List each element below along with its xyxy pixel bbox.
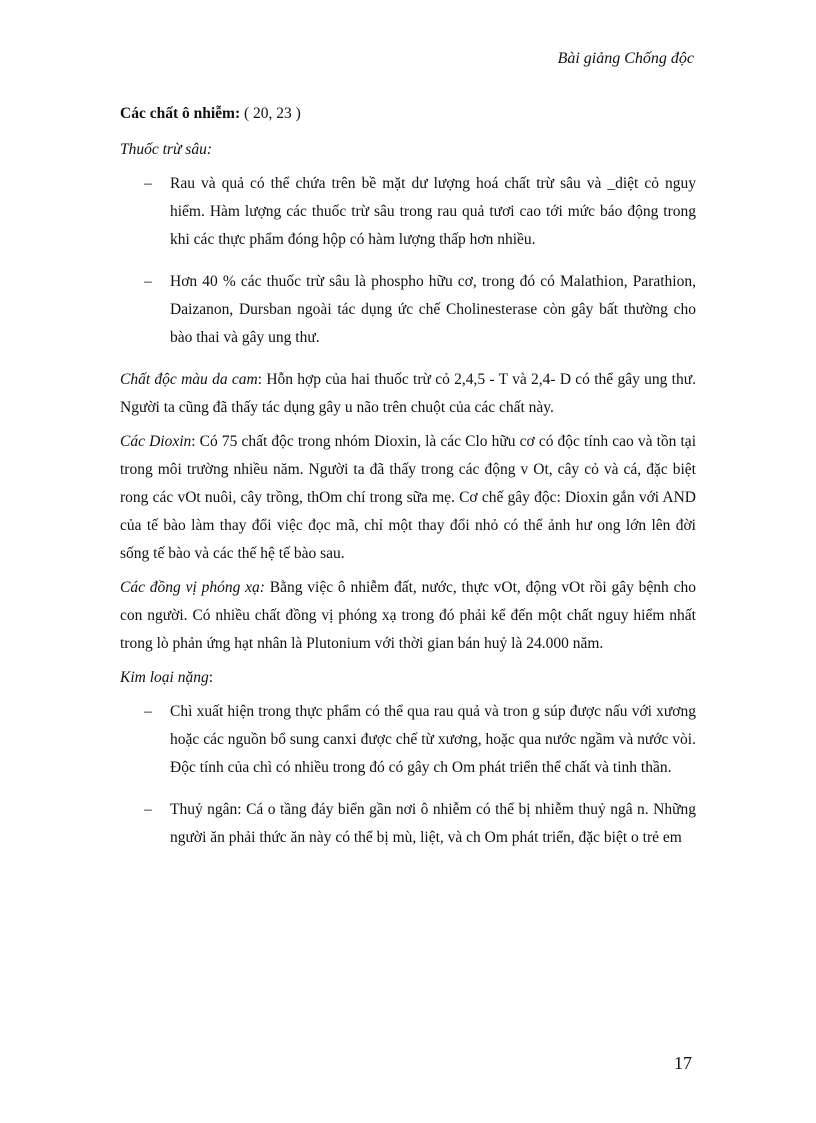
bullet-dash: – [144,273,152,290]
dioxin-term: Các Dioxin [120,433,192,450]
pesticides-list [120,170,696,352]
orange-agent-term: Chất độc màu da cam [120,371,258,388]
isotopes-paragraph [120,574,696,658]
isotopes-text: Bằng việc ô nhiễm đất, nước, thực vOt, động vOt rồi gây bệnh cho con người. Có nhiều chất đồng vị phóng xạ trong đó phải kể đến một chất nguy hiểm nhất trong lò phản ứng hạt nhân là Plutonium với thời gian bán huỷ là 24.000 năm. [120,579,696,652]
pesticides-heading: Thuốc trừ sâu: [120,141,212,158]
list-item-text: Rau và quả có thể chứa trên bề mặt dư lượng hoá chất trừ sâu và _diệt cỏ nguy hiểm. Hàm lượng các thuốc trừ sâu trong rau quả tươi cao tới mức báo động trong khi các thực phẩm đóng hộp có hàm lượng thấp hơn nhiều. [170,175,696,248]
isotopes-term: Các đồng vị phóng xạ: [120,579,265,596]
dioxin-text: : Có 75 chất độc trong nhóm Dioxin, là các Clo hữu cơ có độc tính cao và tồn tại trong môi trường nhiều năm. Người ta đã thấy trong các động v Ot, cây cỏ và cá, đặc biệt rong các vOt nuôi, cây trồng, thOm chí trong sữa mẹ. Cơ chế gây độc: Dioxin gắn với AND của tế bào làm thay đổi việc đọc mã, chỉ một thay đổi nhỏ có thể ảnh hư ong lớn lên đời sống tế bào và các thế hệ tế bào sau. [120,433,696,562]
list-item [120,170,696,254]
header-title: Bài giảng Chống độc [557,50,694,67]
list-item [120,796,696,852]
list-item-text: Thuỷ ngân: Cá o tầng đáy biển gần nơi ô nhiễm có thể bị nhiễm thuỷ ngâ n. Những người ăn phải thức ăn này có thể bị mù, liệt, và ch Om phát triển, đặc biệt o trẻ em [170,801,696,846]
bullet-dash: – [144,175,152,192]
orange-agent-text: : Hỗn hợp của hai thuốc trừ cỏ 2,4,5 - T và 2,4- D có thể gây ung thư. Người ta cũng đã thấy tác dụng gây u não trên chuột của các chất này. [120,371,696,416]
section-title-text: Các chất ô nhiễm: [120,105,241,122]
list-item-text: Hơn 40 % các thuốc trừ sâu là phospho hữu cơ, trong đó có Malathion, Parathion, Daizanon, Dursban ngoài tác dụng ức chế Cholinesterase còn gây bất thường cho bào thai và gây ung thư. [170,273,696,346]
orange-agent-paragraph [120,366,696,422]
heavy-metals-list [120,698,696,852]
heavy-metals-heading: Kim loại nặng [120,669,209,686]
page-number: 17 [674,1053,692,1073]
page-content [120,100,696,866]
bullet-dash: – [144,801,152,818]
heavy-metals-heading-paragraph [120,664,696,692]
list-item [120,698,696,782]
section-title-reference: ( 20, 23 ) [244,105,301,122]
pesticides-heading-paragraph [120,136,696,164]
bullet-dash: – [144,703,152,720]
dioxin-paragraph [120,428,696,568]
heavy-metals-heading-suffix: : [208,669,214,686]
list-item [120,268,696,352]
list-item-text: Chì xuất hiện trong thực phẩm có thể qua rau quả và tron g súp được nấu với xương hoặc các nguồn bổ sung canxi được chế từ xương, hoặc qua nước ngầm và nước vòi. Độc tính của chì có nhiều trong đó có gây ch Om phát triển thể chất và tinh thần. [170,703,696,776]
section-title [120,100,696,128]
